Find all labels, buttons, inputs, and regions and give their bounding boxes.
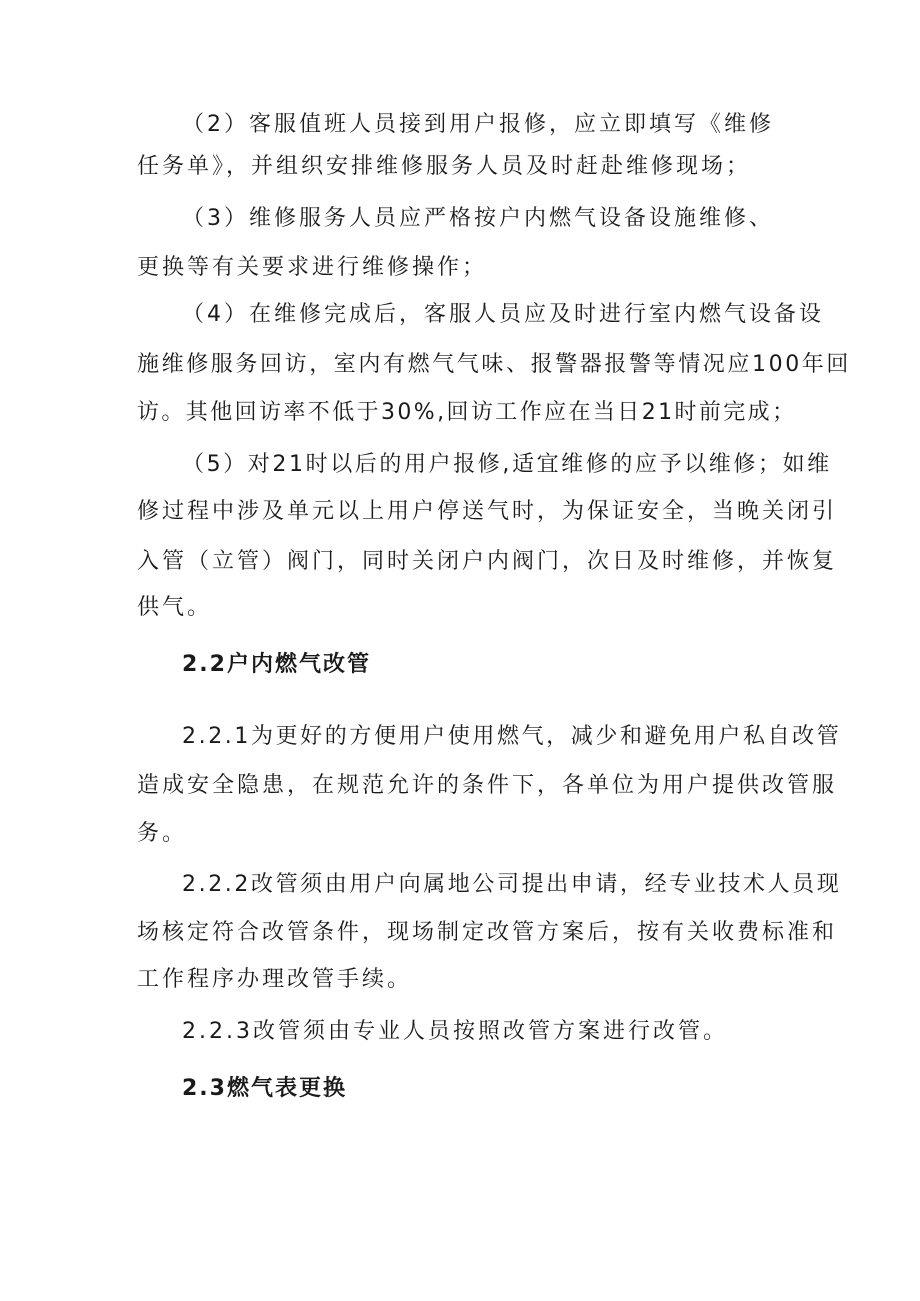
section-heading-2-2: 2.2户内燃气改管 — [182, 652, 371, 677]
para-4-line-3: 访。其他回访率不低于30%,回访工作应在当日21时前完成； — [137, 400, 797, 425]
section-heading-2-3: 2.3燃气表更换 — [182, 1076, 347, 1101]
para-2-2-1-line-1: 2.2.1为更好的方便用户使用燃气，减少和避免用户私自改管 — [182, 724, 842, 749]
para-3-line-1: （3）维修服务人员应严格按户内燃气设备设施维修、 — [182, 206, 774, 231]
para-2-line-1: （2）客服值班人员接到用户报修，应立即填写《维修 — [182, 112, 774, 137]
para-3-line-2: 更换等有关要求进行维修操作； — [137, 255, 488, 280]
para-4-line-2: 施维修服务回访，室内有燃气气味、报警器报警等情况应100年回 — [137, 352, 851, 377]
para-5-line-3: 入管（立管）阀门，同时关闭户内阀门，次日及时维修，并恢复 — [137, 549, 838, 574]
para-2-2-2-line-1: 2.2.2改管须由用户向属地公司提出申请，经专业技术人员现 — [182, 872, 842, 897]
para-5-line-4: 供气。 — [137, 595, 213, 620]
para-5-line-2: 修过程中涉及单元以上用户停送气时，为保证安全，当晚关闭引 — [137, 499, 838, 524]
para-2-2-2-line-2: 场核定符合改管条件，现场制定改管方案后，按有关收费标准和 — [137, 920, 838, 945]
para-2-2-1-line-3: 务。 — [137, 821, 188, 846]
para-4-line-1: （4）在维修完成后，客服人员应及时进行室内燃气设备设 — [182, 302, 824, 327]
para-2-2-1-line-2: 造成安全隐患，在规范允许的条件下，各单位为用户提供改管服 — [137, 773, 838, 798]
para-2-line-2: 任务单》，并组织安排维修服务人员及时赶赴维修现场； — [137, 154, 752, 179]
para-2-2-3-line-1: 2.2.3改管须由专业人员按照改管方案进行改管。 — [182, 1019, 728, 1044]
para-5-line-1: （5）对21时以后的用户报修,适宜维修的应予以维修；如维 — [182, 452, 832, 477]
para-2-2-2-line-3: 工作程序办理改管手续。 — [137, 967, 413, 992]
